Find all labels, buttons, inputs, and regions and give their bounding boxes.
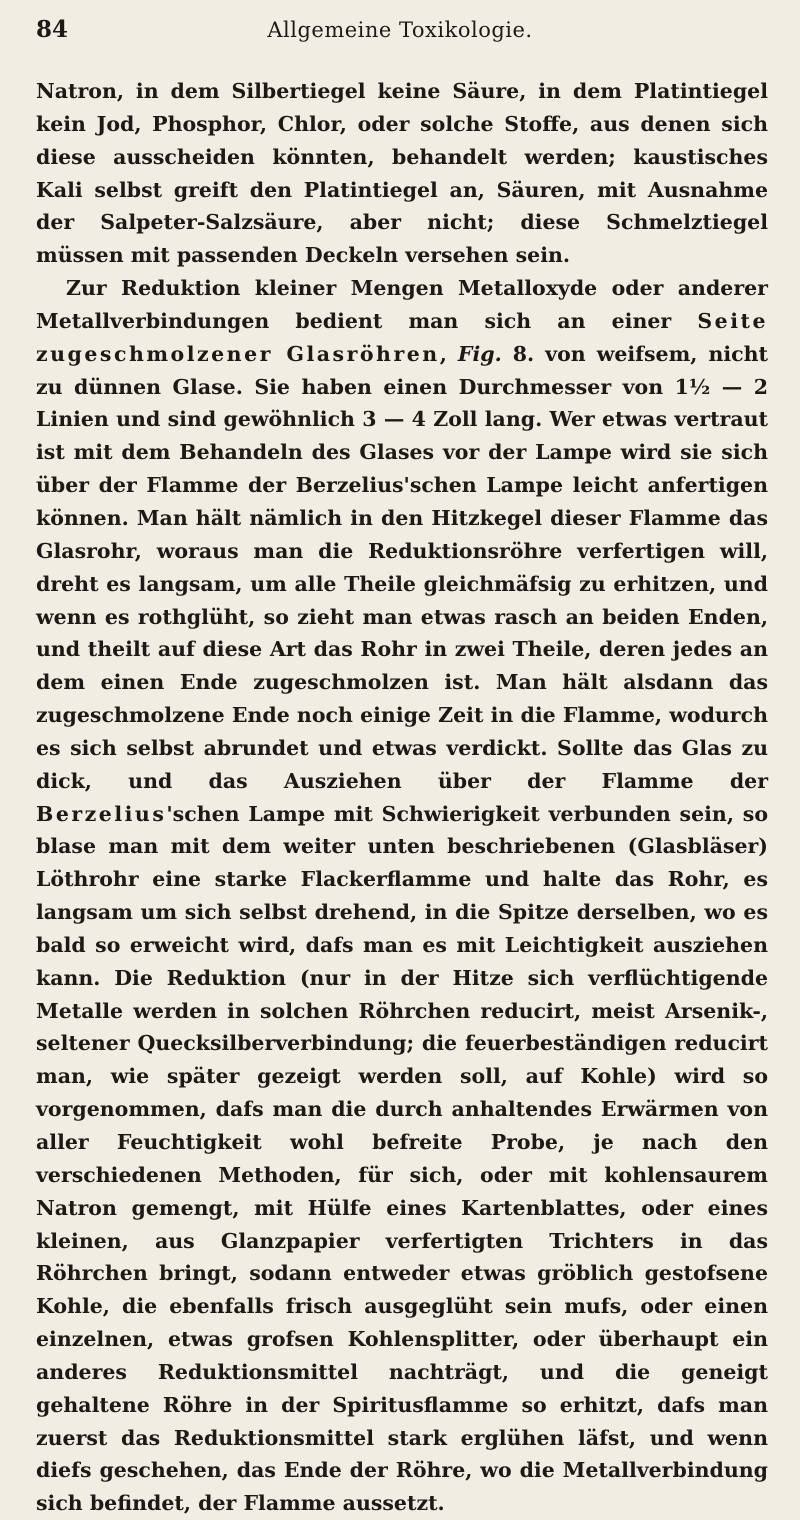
emphasized-name: Berzelius <box>36 801 167 826</box>
paragraph: Natron, in dem Silbertiegel keine Säure, in dem Platintiegel kein Jod, Phosphor, Chlor, oder solche Stoffe, aus denen sich diese ausscheiden könnten, behandelt werden; kaustisches Kali selbst greift den Platintiegel an, Säuren, mit Ausnahme der Salpeter-Salzsäure, aber nicht; diese Schmelztiegel müssen mit passenden Deckeln versehen sein. <box>36 79 768 268</box>
running-head: Allgemeine Toxikologie. <box>267 18 533 42</box>
text-run: 'schen Lampe mit Schwierigkeit verbunden sein, so blase man mit dem weiter unten beschriebenen (Glasbläser) Löthrohr eine starke Flackerflamme und halte das Rohr, es langsam um sich selbst drehend, in die Spitze derselben, wo es bald so erweicht wird, dafs man es mit Leichtigkeit ausziehen kann. Die Reduktion (nur in der Hitze sich verflüchtigende Metalle werden in solchen Röhrchen reducirt, meist Arsenik-, seltener Quecksilberverbindung; die feuerbeständigen reducirt man, wie später gezeigt werden soll, auf Kohle) wird so vorgenommen, dafs man die durch anhaltendes Erwärmen von aller Feuchtigkeit wohl befreite Probe, je nach den verschiedenen Methoden, für sich, oder mit kohlensaurem Natron gemengt, mit Hülfe eines Kartenblattes, oder eines kleinen, aus Glanzpapier verfertigten Trichters in das Röhrchen bringt, sodann entweder etwas gröblich gestofsene Kohle, die ebenfalls frisch ausgeglüht sein mufs, oder einen einzelnen, etwas grofsen Kohlensplitter, oder überhaupt ein anderes Reduktionsmittel nachträgt, und die geneigt gehaltene Röhre in der Spiritusflamme so erhitzt, dafs man zuerst das Reduktionsmittel stark erglühen läfst, und wenn diefs geschehen, das Ende der Röhre, wo die Metallverbindung sich befindet, der Flamme aussetzt. <box>36 801 768 1516</box>
page-number: 84 <box>36 16 69 43</box>
page-header <box>36 16 764 56</box>
text-run: , <box>439 341 458 366</box>
figure-reference: Fig. <box>457 341 502 366</box>
emphasized-term: Seite zugeschmolzener Glasröhren <box>36 308 768 366</box>
paragraph <box>36 272 768 1520</box>
body-text <box>36 75 768 1520</box>
text-run: 8. von weifsem, nicht zu dünnen Glase. Sie haben einen Durchmesser von 1½ — 2 Linien und sind gewöhnlich 3 — 4 Zoll lang. Wer etwas vertraut ist mit dem Behandeln des Glases vor der Lampe wird sie sich über der Flamme der Berzelius'schen Lampe leicht anfertigen können. Man hält nämlich in den Hitzkegel dieser Flamme das Glasrohr, woraus man die Reduktionsröhre verfertigen will, dreht es langsam, um alle Theile gleichmäfsig zu erhitzen, und wenn es rothglüht, so zieht man etwas rasch an beiden Enden, und theilt auf diese Art das Rohr in zwei Theile, deren jedes an dem einen Ende zugeschmolzen ist. Man hält alsdann das zugeschmolzene Ende noch einige Zeit in die Flamme, wodurch es sich selbst abrundet und etwas verdickt. Sollte das Glas zu dick, und das Ausziehen über der Flamme der <box>36 341 768 793</box>
text-run: Zur Reduktion kleiner Mengen Metalloxyde oder anderer Metallverbindungen bedient man sich an einer <box>36 276 768 333</box>
